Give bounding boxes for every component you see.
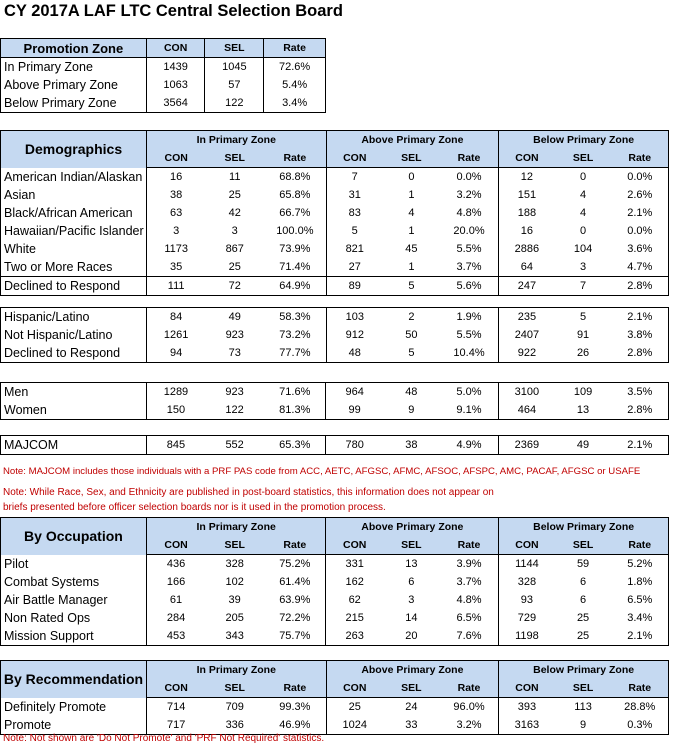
ipz-sel-cell: 3 — [231, 225, 238, 237]
ipz-rate-cell: 75.7% — [264, 627, 326, 646]
ipz-sel-cell: 552 — [225, 439, 244, 451]
ipz-header: In Primary Zone — [146, 661, 326, 680]
apz-sel-cell: 5 — [383, 277, 440, 296]
apz-sel-cell: 1 — [408, 225, 415, 237]
ipz-con-cell: 111 — [146, 277, 205, 296]
bpz-rate-cell: 0.0% — [627, 225, 653, 237]
apz-rate-cell: 5.5% — [440, 326, 499, 344]
table-row — [1, 326, 669, 344]
ipz-rate-cell: 75.2% — [264, 555, 326, 574]
con-header: CON — [326, 536, 383, 555]
apz-sel-cell: 45 — [405, 243, 418, 255]
table-row — [1, 76, 326, 94]
ipz-rate-cell: 73.2% — [264, 326, 326, 344]
row-label: Above Primary Zone — [1, 76, 147, 94]
apz-con-cell: 821 — [345, 243, 364, 255]
row-label: Asian — [1, 186, 147, 204]
demographics-zone-row — [1, 131, 669, 150]
con-header: CON — [499, 536, 555, 555]
ipz-con-cell: 16 — [170, 171, 183, 183]
recommendation-table — [0, 660, 669, 735]
apz-con-cell: 103 — [345, 311, 364, 323]
ipz-con-cell: 35 — [170, 261, 183, 273]
bpz-sel-cell: 4 — [580, 207, 587, 219]
page-title: CY 2017A LAF LTC Central Selection Board — [4, 2, 343, 20]
ipz-rate-cell: 65.3% — [264, 436, 326, 455]
bpz-rate-cell: 5.2% — [627, 558, 653, 570]
bpz-con-cell: 2407 — [514, 329, 540, 341]
bpz-rate-cell: 0.3% — [627, 719, 653, 731]
apz-con-cell: 1024 — [342, 719, 367, 731]
ipz-con-cell: 845 — [166, 439, 186, 451]
bpz-rate-cell: 1.8% — [627, 576, 653, 588]
apz-rate-cell: 10.4% — [440, 344, 499, 363]
majcom-note: Note: MAJCOM includes those individuals with a PRF PAS code from ACC, AETC, AFGSC, AFMC, AFSOC, AFSPC, AMC, PACAF, AFGSC or USAFE — [3, 466, 641, 477]
sel-header: SEL — [555, 536, 612, 555]
apz-sel-cell: 50 — [405, 329, 418, 341]
apz-sel-cell: 9 — [408, 404, 415, 416]
bpz-con-cell: 93 — [520, 594, 534, 606]
ipz-sel-cell: 11 — [229, 171, 241, 183]
ipz-rate-cell: 72.2% — [264, 609, 326, 627]
ipz-sel-cell: 102 — [225, 576, 244, 588]
bpz-header: Below Primary Zone — [499, 131, 669, 150]
bpz-con-cell: 464 — [517, 404, 537, 416]
ipz-rate-cell: 63.9% — [264, 591, 326, 609]
table-row — [1, 573, 669, 591]
row-label: Declined to Respond — [1, 277, 147, 296]
row-label: Men — [1, 383, 147, 402]
bpz-sel-cell: 25 — [576, 612, 590, 624]
ipz-con-cell: 1289 — [163, 386, 189, 398]
apz-rate-cell: 4.8% — [440, 591, 499, 609]
rate-cell: 72.6% — [279, 61, 311, 73]
con-header: CON — [146, 149, 205, 168]
rate-cell: 5.4% — [282, 79, 308, 91]
ipz-sel-cell: 205 — [225, 612, 244, 624]
bpz-sel-cell: 6 — [580, 576, 587, 588]
bpz-rate-cell: 2.1% — [627, 630, 653, 642]
sel-header: SEL — [383, 536, 440, 555]
con-cell: 1439 — [146, 58, 205, 77]
bpz-rate-cell: 3.8% — [627, 329, 653, 341]
bpz-con-cell: 64 — [520, 261, 534, 273]
table-row — [1, 401, 669, 420]
sel-header: SEL — [205, 536, 264, 555]
apz-sel-cell: 2 — [408, 311, 415, 323]
apz-sel-cell: 0 — [408, 171, 415, 183]
bpz-header: Below Primary Zone — [499, 518, 669, 537]
ipz-sel-cell: 343 — [225, 630, 244, 642]
apz-con-cell: 263 — [345, 630, 364, 642]
bpz-sel-cell: 49 — [576, 439, 590, 451]
bpz-con-cell: 922 — [517, 347, 537, 359]
apz-rate-cell: 4.8% — [440, 204, 499, 222]
occupation-header: By Occupation — [1, 518, 147, 555]
table-row — [1, 222, 669, 240]
apz-con-cell: 99 — [348, 404, 361, 416]
race-note-line2: briefs presented before officer selection boards nor is it used in the promotion process. — [3, 502, 386, 513]
bpz-con-cell: 151 — [517, 189, 537, 201]
sel-header: SEL — [205, 149, 264, 168]
sex-table — [0, 382, 669, 420]
ipz-con-cell: 3 — [173, 225, 180, 237]
apz-sel-cell: 24 — [405, 701, 418, 713]
bpz-con-cell: 16 — [520, 225, 534, 237]
apz-sel-cell: 14 — [405, 612, 418, 624]
apz-sel-cell: 1 — [408, 189, 415, 201]
bpz-sel-cell: 9 — [580, 719, 587, 731]
table-row — [1, 258, 669, 277]
bpz-sel-cell: 91 — [576, 329, 590, 341]
con-cell: 1063 — [146, 76, 205, 94]
apz-con-cell: 215 — [345, 612, 364, 624]
apz-rate-cell: 3.2% — [440, 716, 499, 735]
ethnicity-table — [0, 307, 669, 363]
table-row — [1, 308, 669, 327]
bpz-con-cell: 328 — [517, 576, 537, 588]
ipz-con-cell: 714 — [166, 701, 186, 713]
row-label: Women — [1, 401, 147, 420]
promotion-zone-table — [0, 38, 326, 113]
apz-con-cell: 89 — [326, 277, 383, 296]
apz-con-cell: 25 — [348, 701, 361, 713]
table-row — [1, 436, 669, 455]
promotion-zone-header: Promotion Zone — [1, 39, 147, 58]
ipz-con-cell: 1261 — [163, 329, 189, 341]
bpz-rate-cell: 28.8% — [624, 701, 656, 713]
bpz-sel-cell: 7 — [555, 277, 612, 296]
ipz-sel-cell: 328 — [225, 558, 244, 570]
table-row — [1, 609, 669, 627]
row-label: Air Battle Manager — [1, 591, 147, 609]
apz-rate-cell: 3.2% — [440, 186, 499, 204]
ipz-con-cell: 436 — [166, 558, 186, 570]
bpz-rate-cell: 2.1% — [627, 311, 653, 323]
apz-con-cell: 48 — [348, 347, 361, 359]
bpz-sel-cell: 113 — [574, 701, 592, 713]
ipz-con-cell: 61 — [169, 594, 183, 606]
row-label: Hispanic/Latino — [1, 308, 147, 327]
sel-header: SEL — [383, 679, 440, 698]
apz-con-cell: 62 — [348, 594, 361, 606]
table-row — [1, 186, 669, 204]
apz-sel-cell: 38 — [405, 439, 418, 451]
apz-rate-cell: 3.7% — [440, 573, 499, 591]
ipz-sel-cell: 923 — [225, 329, 244, 341]
apz-rate-cell: 1.9% — [440, 308, 499, 327]
apz-rate-cell: 3.9% — [440, 555, 499, 574]
ipz-con-cell: 166 — [166, 576, 186, 588]
con-header: CON — [146, 39, 205, 58]
ipz-rate-cell: 71.6% — [264, 383, 326, 402]
row-label: MAJCOM — [1, 436, 147, 455]
row-label: Non Rated Ops — [1, 609, 147, 627]
table-row — [1, 698, 669, 717]
bpz-con-cell: 729 — [517, 612, 537, 624]
rate-header: Rate — [264, 536, 326, 555]
bpz-rate-cell: 2.8% — [627, 404, 653, 416]
ipz-header: In Primary Zone — [146, 518, 326, 537]
row-label: Hawaiian/Pacific Islander — [1, 222, 147, 240]
apz-rate-cell: 7.6% — [440, 627, 499, 646]
apz-rate-cell: 5.0% — [440, 383, 499, 402]
rate-header: Rate — [440, 679, 499, 698]
con-header: CON — [499, 679, 555, 698]
ipz-sel-cell: 49 — [228, 311, 241, 323]
sel-cell: 57 — [205, 76, 264, 94]
bpz-sel-cell: 0 — [580, 171, 587, 183]
ipz-con-cell: 150 — [166, 404, 186, 416]
apz-rate-cell: 5.5% — [440, 240, 499, 258]
bpz-rate-cell: 2.8% — [612, 277, 669, 296]
ipz-con-cell: 284 — [166, 612, 186, 624]
ipz-rate-cell: 99.3% — [264, 698, 326, 717]
bpz-rate-cell: 3.4% — [627, 612, 653, 624]
bpz-sel-cell: 6 — [580, 594, 587, 606]
rate-header: Rate — [612, 149, 669, 168]
ipz-rate-cell: 81.3% — [264, 401, 326, 420]
occupation-zone-row — [1, 518, 669, 537]
demographics-table — [0, 130, 669, 296]
con-header: CON — [326, 149, 383, 168]
bpz-con-cell: 393 — [517, 701, 537, 713]
ipz-sel-cell: 336 — [225, 719, 244, 731]
bpz-con-cell: 12 — [520, 171, 534, 183]
bpz-con-cell: 1144 — [515, 558, 539, 570]
ipz-rate-cell: 61.4% — [264, 573, 326, 591]
ipz-con-cell: 94 — [169, 347, 183, 359]
bpz-rate-cell: 2.1% — [627, 207, 653, 219]
apz-rate-cell: 0.0% — [440, 168, 499, 187]
sel-header: SEL — [555, 149, 612, 168]
row-label: Declined to Respond — [1, 344, 147, 363]
ipz-con-cell: 38 — [170, 189, 183, 201]
bpz-con-cell: 2369 — [514, 439, 540, 451]
bpz-header: Below Primary Zone — [499, 661, 669, 680]
apz-rate-cell: 6.5% — [440, 609, 499, 627]
apz-con-cell: 780 — [345, 439, 364, 451]
bpz-con-cell: 3100 — [514, 386, 540, 398]
occupation-table — [0, 517, 669, 646]
apz-sel-cell: 6 — [408, 576, 415, 588]
sel-header: SEL — [205, 39, 264, 58]
row-label: Black/African American — [1, 204, 147, 222]
table-row — [1, 277, 669, 296]
ipz-con-cell: 84 — [169, 311, 183, 323]
recommendation-note: Note: Not shown are 'Do Not Promote' and 'PRF Not Required' statistics. — [3, 733, 325, 744]
apz-con-cell: 7 — [351, 171, 358, 183]
bpz-sel-cell: 4 — [580, 189, 587, 201]
apz-sel-cell: 3 — [408, 594, 415, 606]
ipz-sel-cell: 25 — [228, 261, 241, 273]
sel-cell: 122 — [205, 94, 264, 113]
bpz-sel-cell: 104 — [573, 243, 593, 255]
apz-con-cell: 331 — [345, 558, 364, 570]
row-label: Mission Support — [1, 627, 147, 646]
apz-header: Above Primary Zone — [326, 518, 499, 537]
table-row — [1, 555, 669, 574]
table-row — [1, 716, 669, 735]
con-header: CON — [326, 679, 383, 698]
table-row — [1, 168, 669, 187]
ipz-sel-cell: 42 — [228, 207, 241, 219]
ipz-rate-cell: 100.0% — [264, 222, 326, 240]
rate-header: Rate — [440, 536, 499, 555]
bpz-sel-cell: 59 — [576, 558, 590, 570]
ipz-rate-cell: 64.9% — [264, 277, 326, 296]
table-row — [1, 344, 669, 363]
bpz-con-cell: 1198 — [515, 630, 539, 642]
rate-header: Rate — [264, 149, 326, 168]
bpz-rate-cell: 3.5% — [627, 386, 653, 398]
ipz-sel-cell: 709 — [225, 701, 244, 713]
row-label: Pilot — [1, 555, 147, 574]
bpz-rate-cell: 2.1% — [627, 439, 653, 451]
table-row — [1, 94, 326, 113]
ipz-rate-cell: 68.8% — [264, 168, 326, 187]
row-label: White — [1, 240, 147, 258]
demographics-header: Demographics — [1, 131, 147, 168]
apz-sel-cell: 20 — [405, 630, 418, 642]
sel-header: SEL — [205, 679, 264, 698]
rate-header: Rate — [264, 679, 326, 698]
bpz-rate-cell: 3.6% — [627, 243, 653, 255]
race-note-line1: Note: While Race, Sex, and Ethnicity are published in post-board statistics, this information does not appear on — [3, 487, 494, 498]
bpz-rate-cell: 4.7% — [627, 261, 653, 273]
rate-header: Rate — [264, 39, 326, 58]
row-label: Not Hispanic/Latino — [1, 326, 147, 344]
bpz-con-cell: 247 — [499, 277, 555, 296]
bpz-con-cell: 188 — [517, 207, 537, 219]
bpz-con-cell: 2886 — [514, 243, 540, 255]
apz-sel-cell: 33 — [405, 719, 418, 731]
table-row — [1, 204, 669, 222]
ipz-sel-cell: 867 — [225, 243, 244, 255]
ipz-rate-cell: 46.9% — [264, 716, 326, 735]
apz-rate-cell: 9.1% — [440, 401, 499, 420]
ipz-sel-cell: 25 — [228, 189, 241, 201]
apz-sel-cell: 1 — [408, 261, 415, 273]
bpz-sel-cell: 3 — [580, 261, 587, 273]
bpz-sel-cell: 25 — [576, 630, 590, 642]
bpz-sel-cell: 13 — [576, 404, 590, 416]
rate-cell: 3.4% — [282, 97, 308, 109]
apz-con-cell: 31 — [348, 189, 361, 201]
sel-cell: 1045 — [205, 58, 264, 77]
row-label: Definitely Promote — [1, 698, 147, 717]
apz-sel-cell: 5 — [408, 347, 415, 359]
rate-header: Rate — [612, 536, 669, 555]
ipz-rate-cell: 71.4% — [264, 258, 326, 277]
apz-header: Above Primary Zone — [326, 661, 499, 680]
recommendation-zone-row — [1, 661, 669, 680]
bpz-sel-cell: 5 — [580, 311, 587, 323]
apz-con-cell: 162 — [345, 576, 364, 588]
apz-con-cell: 964 — [345, 386, 364, 398]
bpz-rate-cell: 2.8% — [627, 347, 653, 359]
con-header: CON — [146, 679, 205, 698]
con-header: CON — [146, 536, 205, 555]
promotion-zone-header-row — [1, 39, 326, 58]
apz-rate-cell: 3.7% — [440, 258, 499, 277]
con-header: CON — [499, 149, 555, 168]
row-label: Promote — [1, 716, 147, 735]
sel-header: SEL — [383, 149, 440, 168]
rate-header: Rate — [612, 679, 669, 698]
ipz-sel-cell: 73 — [228, 347, 241, 359]
row-label: Combat Systems — [1, 573, 147, 591]
ipz-sel-cell: 923 — [225, 386, 244, 398]
bpz-sel-cell: 26 — [576, 347, 590, 359]
apz-rate-cell: 20.0% — [440, 222, 499, 240]
bpz-rate-cell: 0.0% — [627, 171, 653, 183]
sel-header: SEL — [555, 679, 612, 698]
apz-sel-cell: 48 — [405, 386, 418, 398]
row-label: In Primary Zone — [1, 58, 147, 77]
row-label: Below Primary Zone — [1, 94, 147, 113]
ipz-rate-cell: 77.7% — [264, 344, 326, 363]
ipz-header: In Primary Zone — [146, 131, 326, 150]
apz-sel-cell: 13 — [405, 558, 418, 570]
table-row — [1, 240, 669, 258]
ipz-rate-cell: 58.3% — [264, 308, 326, 327]
ipz-con-cell: 717 — [166, 719, 186, 731]
bpz-con-cell: 235 — [517, 311, 537, 323]
table-row — [1, 58, 326, 77]
table-row — [1, 627, 669, 646]
ipz-sel-cell: 39 — [228, 594, 241, 606]
bpz-con-cell: 3163 — [514, 719, 540, 731]
apz-sel-cell: 4 — [408, 207, 415, 219]
ipz-rate-cell: 66.7% — [264, 204, 326, 222]
bpz-sel-cell: 0 — [580, 225, 587, 237]
ipz-rate-cell: 65.8% — [264, 186, 326, 204]
apz-header: Above Primary Zone — [326, 131, 499, 150]
ipz-sel-cell: 72 — [205, 277, 264, 296]
bpz-rate-cell: 6.5% — [627, 594, 653, 606]
apz-rate-cell: 4.9% — [440, 436, 499, 455]
ipz-con-cell: 1173 — [164, 243, 188, 255]
recommendation-header: By Recommendation — [1, 661, 147, 698]
apz-con-cell: 5 — [351, 225, 358, 237]
ipz-sel-cell: 122 — [225, 404, 244, 416]
apz-con-cell: 27 — [348, 261, 361, 273]
con-cell: 3564 — [146, 94, 205, 113]
apz-rate-cell: 5.6% — [440, 277, 499, 296]
ipz-con-cell: 63 — [170, 207, 183, 219]
table-row — [1, 591, 669, 609]
ipz-rate-cell: 73.9% — [264, 240, 326, 258]
ipz-con-cell: 453 — [166, 630, 186, 642]
apz-rate-cell: 96.0% — [440, 698, 499, 717]
table-row — [1, 383, 669, 402]
bpz-sel-cell: 109 — [573, 386, 593, 398]
apz-con-cell: 83 — [348, 207, 361, 219]
bpz-rate-cell: 2.6% — [627, 189, 653, 201]
rate-header: Rate — [440, 149, 499, 168]
row-label: American Indian/Alaskan — [1, 168, 147, 187]
majcom-table — [0, 435, 669, 455]
row-label: Two or More Races — [1, 258, 147, 277]
apz-con-cell: 912 — [345, 329, 364, 341]
